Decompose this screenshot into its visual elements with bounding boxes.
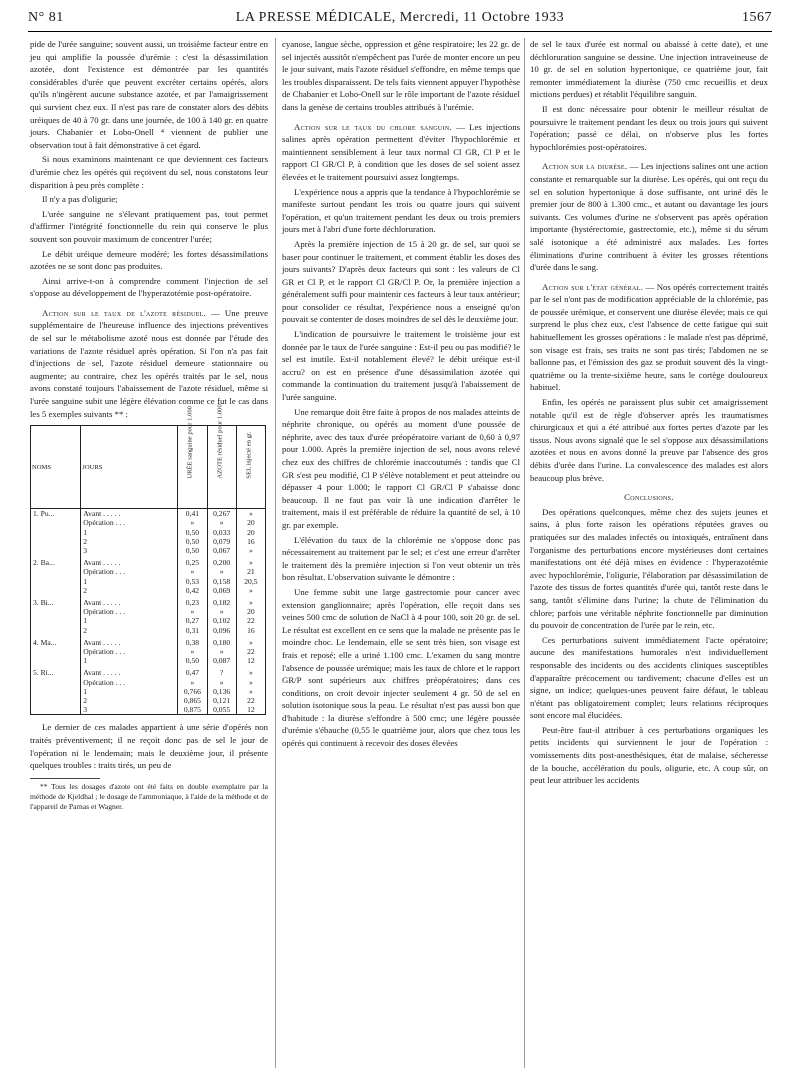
table-cell-sel: 20 bbox=[236, 607, 265, 616]
table-cell-azote: 0,267 bbox=[207, 509, 236, 519]
table-cell-name bbox=[31, 626, 81, 635]
table-row bbox=[31, 696, 266, 705]
table-cell-azote: 0,121 bbox=[207, 696, 236, 705]
table-row bbox=[31, 567, 266, 576]
paragraph: Enfin, les opérés ne paraissent plus subir cet amaigrissement notable qu'il est de règle d'observer après les traumatismes chirurgicaux et qui a été attribué aux fortes pertes d'azote par les tissus. Nous avons signalé que le sel s'oppose aux désassimilations azotées et nous en avons donné la preuve par l'absence des gros débits d'urée dans l'urine. La convalescence des malades est alors beaucoup plus brève. bbox=[530, 397, 768, 483]
table-row bbox=[31, 635, 266, 647]
column-2 bbox=[282, 38, 520, 752]
paragraph: Ainsi arrive-t-on à comprendre comment l'injection de sel s'oppose au développement de l'hyperazotémie post-opératoire. bbox=[30, 275, 268, 299]
paragraph: Une femme subit une large gastrectomie pour cancer avec extension ganglionnaire; après l'opération, elle reçoit dans ses veines 500 cmc de solution de NaCl à 4 pour 100, soit 20 gr. de sel. Le résultat est excellent en ce sens que la malade ne présente pas le moindre choc. Le lendemain, elle se sent très bien, son visage est frais et reposé; elle a uriné 1.100 cmc. L'examen du sang montre l'absence de poussée urémique; mais les taux de chlore et le rapport GR/P sont supérieurs aux chiffres préopératoires; dans ces conditions, on croit devoir injecter seulement 4 gr. 50 de sel en solution isotonique sous la peau. Le résultat n'est pas aussi bon que d'habitude : la diurèse s'effondre à 500 cmc; une légère poussée d'urémie s'ébauche (0,55 le quatrième jour, alors que chez tous les opérés qui continuent à recevoir des doses élevées bbox=[282, 586, 520, 749]
table-row bbox=[31, 595, 266, 607]
table-cell-day: Opération . . . bbox=[81, 647, 178, 656]
section-title: Action sur le taux du chlore sanguin. bbox=[294, 121, 452, 132]
table-cell-name bbox=[31, 577, 81, 586]
table-cell-name bbox=[31, 647, 81, 656]
column-divider bbox=[275, 38, 276, 1068]
table-row bbox=[31, 509, 266, 519]
conclusions-heading: Conclusions. bbox=[624, 492, 674, 503]
table-row bbox=[31, 616, 266, 625]
paragraph: L'élévation du taux de la chlorémie ne s'oppose donc pas nécessairement au traitement par le sel; et c'est une erreur d'arrêter le traitement dès la première injection si l'on veut obtenir un très bon résultat. L'observation suivante le démontre : bbox=[282, 534, 520, 583]
paragraph: cyanose, langue sèche, oppression et gêne respiratoire; les 22 gr. de sel injectés aussitôt n'empêchent pas l'urée de monter encore un peu le jour suivant, mais l'azote résiduel s'effondre, en même temps que les troubles disparaissent. De tels faits viennent appuyer l'hypothèse de Chabanier et Lobo-Onell sur le rôle important de l'azote résiduel dans la genèse de certains troubles attribués à l'urémie. bbox=[282, 39, 521, 112]
table-cell-name: 4. Ma... bbox=[31, 635, 81, 647]
issue-number: N° 81 bbox=[28, 10, 64, 25]
section-paragraph bbox=[30, 307, 268, 420]
table-cell-day: 1 bbox=[81, 577, 178, 586]
table-cell-day: 1 bbox=[81, 656, 178, 665]
section-body: — Les injections salines après opération permettent d'éviter l'hypochlorémie et maintiennent sensiblement à leur taux normal Cl GR, Cl P et le rapport Cl GR/Cl P, à condition que les doses de sel soient assez élevées et le traitement poursuivi assez longtemps. bbox=[282, 121, 521, 182]
table-cell-sel: 16 bbox=[236, 626, 265, 635]
table-cell-day: 3 bbox=[81, 546, 178, 555]
table-row bbox=[31, 537, 266, 546]
table-cell-azote: » bbox=[207, 678, 236, 687]
table-cell-name: 5. Ri... bbox=[31, 665, 81, 677]
table-cell-azote: 0,102 bbox=[207, 616, 236, 625]
paragraph: Une remarque doit être faite à propos de nos malades atteints de néphrite chronique, ou opérés au moment d'une poussée de néphrite, avec des taux d'urée préopératoire variant de 0,60 à 0,97 pour 1.000. Après la première injection de sel, nous avons relevé chez eux des chiffres de chlorémie inaccoutumés : tandis que Cl GR s'est peu modifié, Cl P s'élève notablement et peut atteindre ou dépasser 4 pour 1.000; le rapport Cl GR/Cl P s'abaisse donc beaucoup. Il ne faut pas voir là une indication d'arrêter le traitement, mais il est préférable de réduire la quantité de sel, à 10 gr. par exemple. bbox=[282, 406, 520, 530]
table-cell-day: Opération . . . bbox=[81, 607, 178, 616]
table-cell-sel: 22 bbox=[236, 696, 265, 705]
table-cell-day: Opération . . . bbox=[81, 567, 178, 576]
table-row bbox=[31, 705, 266, 715]
table-cell-azote: ? bbox=[207, 665, 236, 677]
table-cell-uree: 0,47 bbox=[178, 665, 207, 677]
table-cell-uree: 0,50 bbox=[178, 528, 207, 537]
table-cell-sel: » bbox=[236, 678, 265, 687]
table-row bbox=[31, 528, 266, 537]
table-cell-day: Avant . . . . . bbox=[81, 635, 178, 647]
table-cell-uree: 0,23 bbox=[178, 595, 207, 607]
table-cell-sel: 16 bbox=[236, 537, 265, 546]
table-cell-sel: 22 bbox=[236, 647, 265, 656]
table-cell-day: 3 bbox=[81, 705, 178, 715]
table-cell-uree: » bbox=[178, 518, 207, 527]
table-cell-sel: » bbox=[236, 665, 265, 677]
table-cell-azote: » bbox=[207, 567, 236, 576]
table-cell-uree: 0,50 bbox=[178, 537, 207, 546]
footnote-rule bbox=[30, 778, 100, 779]
table-cell-azote: 0,136 bbox=[207, 687, 236, 696]
paragraph: Si nous examinons maintenant ce que deviennent ces facteurs d'urémie chez les opérés qui reçoivent du sel, nous constatons leur disparition à peu près complète : bbox=[30, 154, 268, 190]
column-1 bbox=[30, 38, 268, 812]
table-cell-uree: 0,38 bbox=[178, 635, 207, 647]
table-cell-sel: » bbox=[236, 687, 265, 696]
table-cell-azote: 0,069 bbox=[207, 586, 236, 595]
section-title: Action sur la diurèse. bbox=[542, 161, 628, 172]
table-cell-name bbox=[31, 656, 81, 665]
table-header-days: JOURS bbox=[81, 426, 178, 509]
paragraph: de sel le taux d'urée est normal ou abaissé à cette date), et une déchloruration sanguine se dessine. Une injection intraveineuse de 10 gr. de sel en solution hypertonique, ce quatrième jour, fait remonter immédiatement la diurèse (750 cmc recueillis et deux mictions perdues) et rétablit l'équilibre sanguin. bbox=[530, 39, 768, 100]
table-cell-day: Avant . . . . . bbox=[81, 665, 178, 677]
table-row bbox=[31, 647, 266, 656]
table-cell-azote: 0,033 bbox=[207, 528, 236, 537]
table-cell-uree: 0,41 bbox=[178, 509, 207, 519]
table-cell-uree: 0,766 bbox=[178, 687, 207, 696]
table-cell-azote: 0,096 bbox=[207, 626, 236, 635]
paragraph: pide de l'urée sanguine; souvent aussi, un troisième facteur entre en jeu qui amplifie la poussée d'urémie : c'est la désassimilation azotée, dont l'existence est démontrée par les quantités considérables d'urée que peuvent excréter certains opérés, alors qu'ils n'ingèrent aucune substance azotée, et par l'amaigrissement qui survient chez eux. Il n'est pas rare de constater alors des débits uréiques de 40 à 70 gr. dans une journée, de 100 à 140 gr. en quatre jours. Chabanier et Lobo-Onell ⁴ viennent de publier une observation tout à fait démonstrative à cet égard. bbox=[30, 39, 268, 150]
table-cell-name bbox=[31, 537, 81, 546]
table-cell-sel: 20 bbox=[236, 518, 265, 527]
table-cell-name bbox=[31, 607, 81, 616]
table-cell-azote: 0,158 bbox=[207, 577, 236, 586]
table-cell-azote: 0,067 bbox=[207, 546, 236, 555]
table-cell-name bbox=[31, 567, 81, 576]
header-rule bbox=[28, 31, 772, 32]
table-cell-azote: 0,200 bbox=[207, 555, 236, 567]
table-cell-day: 2 bbox=[81, 586, 178, 595]
section-title: Action sur le taux de l'azote résiduel. — bbox=[42, 307, 221, 318]
table-cell-name: 1. Pu... bbox=[31, 509, 81, 519]
table-cell-day: Avant . . . . . bbox=[81, 595, 178, 607]
paragraph: Après la première injection de 15 à 20 gr. de sel, sur quoi se baser pour continuer le traitement, et comment établir les doses des jours suivants? D'après deux facteurs qui sont : les valeurs de Cl GR et Cl P, et le rapport Cl GR/Cl P. Or, la première injection a généralement suffi pour maintenir ces facteurs à leur taux antérieur; pour consolider ce résultat, l'expérience nous a enseigné qu'on pouvait se contenter de doses moindres de sel dès le deuxième jour. bbox=[282, 238, 520, 325]
table-cell-sel: » bbox=[236, 555, 265, 567]
table-row bbox=[31, 665, 266, 677]
table-cell-day: Opération . . . bbox=[81, 518, 178, 527]
table-cell-uree: 0,27 bbox=[178, 616, 207, 625]
table-cell-day: 2 bbox=[81, 696, 178, 705]
table-header-azote: AZOTE résiduel pour 1.000 bbox=[207, 426, 236, 509]
table-cell-uree: 0,31 bbox=[178, 626, 207, 635]
table-cell-azote: 0,182 bbox=[207, 595, 236, 607]
section-body: — Nos opérés correctement traités par le sel n'ont pas de modification appréciable de la chlorémie, pas de poussée urémique, et conservent une diurèse élevée; mais ce qui surprend le plus chez eux, c'est l'absence de cette fatigue qui suit habituellement les grosses opérations : le malade n'est pas déprimé, son visage est frais, ses traits ne sont pas tirés; l'abdomen ne se ballonne pas, et l'émission des gaz se produit souvent dès la vingt-quatrième ou la trente-sixième heure, sans le cortège douloureux habituel. bbox=[530, 281, 768, 393]
section-paragraph bbox=[530, 281, 768, 394]
dosage-table bbox=[30, 403, 266, 715]
page-number: 1567 bbox=[742, 10, 772, 25]
table-cell-sel: » bbox=[236, 586, 265, 595]
section-body: — Les injections salines ont une action constante et remarquable sur la diurèse. Les opérés, qui ont reçu du sel en solution hypertonique à dose suffisante, ont uriné dès le premier jour de 800 à 1.300 cmc., et autant ou davantage les jours suivants. Ces volumes d'urine ne s'observent pas après opération importante (hystérectomie, gastrectomie, etc.), même si du sérum salé isotonique a été administré aux malades. Les fortes éliminations d'urine contribuent à éviter les grosses rétentions d'urée dans le sang. bbox=[530, 161, 768, 273]
table-cell-uree: 0,875 bbox=[178, 705, 207, 715]
table-cell-name bbox=[31, 546, 81, 555]
paragraph: Peut-être faut-il attribuer à ces perturbations organiques les petits incidents qui surviennent le jour de l'opération : vomissements dits post-anesthésiques, état de malaise, sécheresse de la bouche, accélération du pouls, oligurie, etc. A coup sûr, on peut leur attribuer les accidents bbox=[530, 724, 768, 786]
table-cell-uree: 0,865 bbox=[178, 696, 207, 705]
table-cell-name: 2. Ba... bbox=[31, 555, 81, 567]
table-header-sel: SEL injecté en gr. bbox=[236, 426, 265, 509]
table-cell-uree: » bbox=[178, 607, 207, 616]
table-cell-sel: » bbox=[236, 509, 265, 519]
table-cell-name bbox=[31, 705, 81, 715]
page-header bbox=[28, 10, 772, 30]
table-cell-azote: 0,180 bbox=[207, 635, 236, 647]
table-cell-azote: » bbox=[207, 647, 236, 656]
table-cell-name bbox=[31, 518, 81, 527]
table-cell-name bbox=[31, 616, 81, 625]
table-cell-name bbox=[31, 586, 81, 595]
table-cell-azote: 0,079 bbox=[207, 537, 236, 546]
table-cell-azote: » bbox=[207, 607, 236, 616]
table-cell-uree: 0,50 bbox=[178, 656, 207, 665]
table-cell-sel: » bbox=[236, 635, 265, 647]
table-cell-name bbox=[31, 528, 81, 537]
table-row bbox=[31, 656, 266, 665]
table-cell-name bbox=[31, 696, 81, 705]
paragraph: L'indication de poursuivre le traitement le troisième jour est donnée par le taux de l'urée sanguine : Est-il peu ou pas modifié? le sel est inutile. Est-il notablement élevé? le débit uréique est-il accru? on est en présence d'une désassimilation azotée qui commande la continuation du traitement jusqu'à l'abaissement de l'urée sanguine. bbox=[282, 329, 520, 403]
paragraph: Ces perturbations suivent immédiatement l'acte opératoire; aucune des manifestations humorales n'est individuellement responsable des incidents ou des accidents cliniques susceptibles d'apparaître précocement ou tardivement; chacune d'elles est un signe, un indice; quelques-unes peuvent faire défaut, le tableau n'étant pas obligatoirement complet; leurs relations réciproques sont encore mal élucidées. bbox=[530, 634, 768, 721]
table-cell-day: 2 bbox=[81, 626, 178, 635]
section-title: Action sur l'état général. bbox=[542, 281, 644, 292]
paragraph: Il est donc nécessaire pour obtenir le meilleur résultat de poursuivre le traitement pendant les deux ou trois jours qui suivent l'opération; passé ce délai, on n'observe plus les fortes hypochlorémies post-opératoires. bbox=[530, 103, 768, 152]
paragraph: L'expérience nous a appris que la tendance à l'hypochlorémie se manifeste surtout pendant les trois ou quatre jours qui suivent l'opération, et qu'un traitement pendant les deux ou trois premiers jours met à l'abri d'une forte déchloruration. bbox=[282, 186, 520, 235]
table-cell-name bbox=[31, 687, 81, 696]
paragraph: Il n'y a pas d'oligurie; bbox=[42, 194, 118, 205]
table-row bbox=[31, 546, 266, 555]
table-row bbox=[31, 626, 266, 635]
table-cell-uree: » bbox=[178, 678, 207, 687]
section-body: Une preuve supplémentaire de l'heureuse influence des injections préventives de sel sur le métabolisme azoté nous est donnée par l'étude des variations de l'azote résiduel après opération. Si l'on n'a pas fait d'injections de sel, l'azote résiduel demeure stationnaire ou augmente; au contraire, chez les opérés traités par le sel, nous avons constaté toujours l'abaissement de l'azote résiduel, même si l'urée sanguine subit une légère élévation comme ce fut le cas dans les 5 exemples suivants ** : bbox=[30, 307, 268, 419]
table-cell-uree: 0,42 bbox=[178, 586, 207, 595]
table-cell-day: 2 bbox=[81, 537, 178, 546]
table-cell-uree: 0,53 bbox=[178, 577, 207, 586]
table-cell-day: 1 bbox=[81, 687, 178, 696]
paragraph: Le débit uréique demeure modéré; les fortes désassimilations azotées ne se sont donc pas produites. bbox=[30, 248, 268, 272]
column-3 bbox=[530, 38, 768, 789]
table-cell-day: 1 bbox=[81, 528, 178, 537]
table-cell-sel: 20,5 bbox=[236, 577, 265, 586]
journal-title: LA PRESSE MÉDICALE, Mercredi, 11 Octobre 1933 bbox=[235, 10, 565, 25]
table-cell-day: 1 bbox=[81, 616, 178, 625]
table-row bbox=[31, 607, 266, 616]
footnote: ** Tous les dosages d'azote ont été faits en double exemplaire par la méthode de Kjeldhal ; le dosage de l'ammoniaque, à l'aide de la méthode et de l'appareil de Parnas et Wagner. bbox=[30, 781, 268, 811]
table-row bbox=[31, 555, 266, 567]
table-cell-day: Avant . . . . . bbox=[81, 555, 178, 567]
table-cell-sel: 20 bbox=[236, 528, 265, 537]
section-paragraph bbox=[282, 121, 520, 184]
table-header-uree: URÉE sanguine pour 1.000 bbox=[178, 426, 207, 509]
table-body bbox=[31, 509, 266, 715]
paragraph: Des opérations quelconques, même chez des sujets jeunes et sains, à plus forte raison les opérations réputées graves ou pratiquées sur des malades infectés ou intoxiqués, entraînent dans l'organisme des perturbations encore mystérieuses dont certaines manifestations ont été déjà mises en évidence : l'hyperazotémie avec hypochlorémie, l'oligurie, l'élaboration par désassimilation de l'azote des tissus de fortes quantités d'urée qui, tantôt reste dans le sang, tantôt s'élimine dans l'urine; la chute de l'élimination du chlore; parfois une véritable néphrite fonctionnelle par diminution du pouvoir de concentration de l'urée par le rein, etc. bbox=[530, 506, 768, 631]
table-cell-day: Opération . . . bbox=[81, 678, 178, 687]
paragraph: L'urée sanguine ne s'élevant pratiquement pas, tout permet d'affirmer l'intégrité fonctionnelle du rein qui conserve le plus souvent son pouvoir maximum de concentrer l'urée; bbox=[30, 208, 268, 244]
table-cell-name: 3. Bi... bbox=[31, 595, 81, 607]
table-cell-day: Avant . . . . . bbox=[81, 509, 178, 519]
table-cell-sel: » bbox=[236, 595, 265, 607]
table-cell-uree: » bbox=[178, 567, 207, 576]
table-cell-azote: » bbox=[207, 518, 236, 527]
table-cell-name bbox=[31, 678, 81, 687]
table-row bbox=[31, 687, 266, 696]
section-paragraph bbox=[530, 160, 768, 273]
table-row bbox=[31, 577, 266, 586]
table-cell-uree: 0,50 bbox=[178, 546, 207, 555]
table-row bbox=[31, 518, 266, 527]
table-cell-sel: 21 bbox=[236, 567, 265, 576]
table-cell-uree: 0,25 bbox=[178, 555, 207, 567]
table-header-names: NOMS bbox=[31, 426, 81, 509]
table-row bbox=[31, 586, 266, 595]
table-cell-sel: 22 bbox=[236, 616, 265, 625]
table-cell-azote: 0,055 bbox=[207, 705, 236, 715]
table-cell-uree: » bbox=[178, 647, 207, 656]
table-row bbox=[31, 678, 266, 687]
table-cell-sel: » bbox=[236, 546, 265, 555]
column-divider bbox=[524, 38, 525, 1068]
table-cell-sel: 12 bbox=[236, 705, 265, 715]
paragraph: Le dernier de ces malades appartient à une série d'opérés non traités préventivement; il ne reçoit donc pas de sel le jour de l'opération ni le lendemain; mais le deuxième jour, il présente quelques troubles : traits tirés, un peu de bbox=[30, 722, 268, 771]
table-cell-sel: 12 bbox=[236, 656, 265, 665]
table-cell-azote: 0,087 bbox=[207, 656, 236, 665]
